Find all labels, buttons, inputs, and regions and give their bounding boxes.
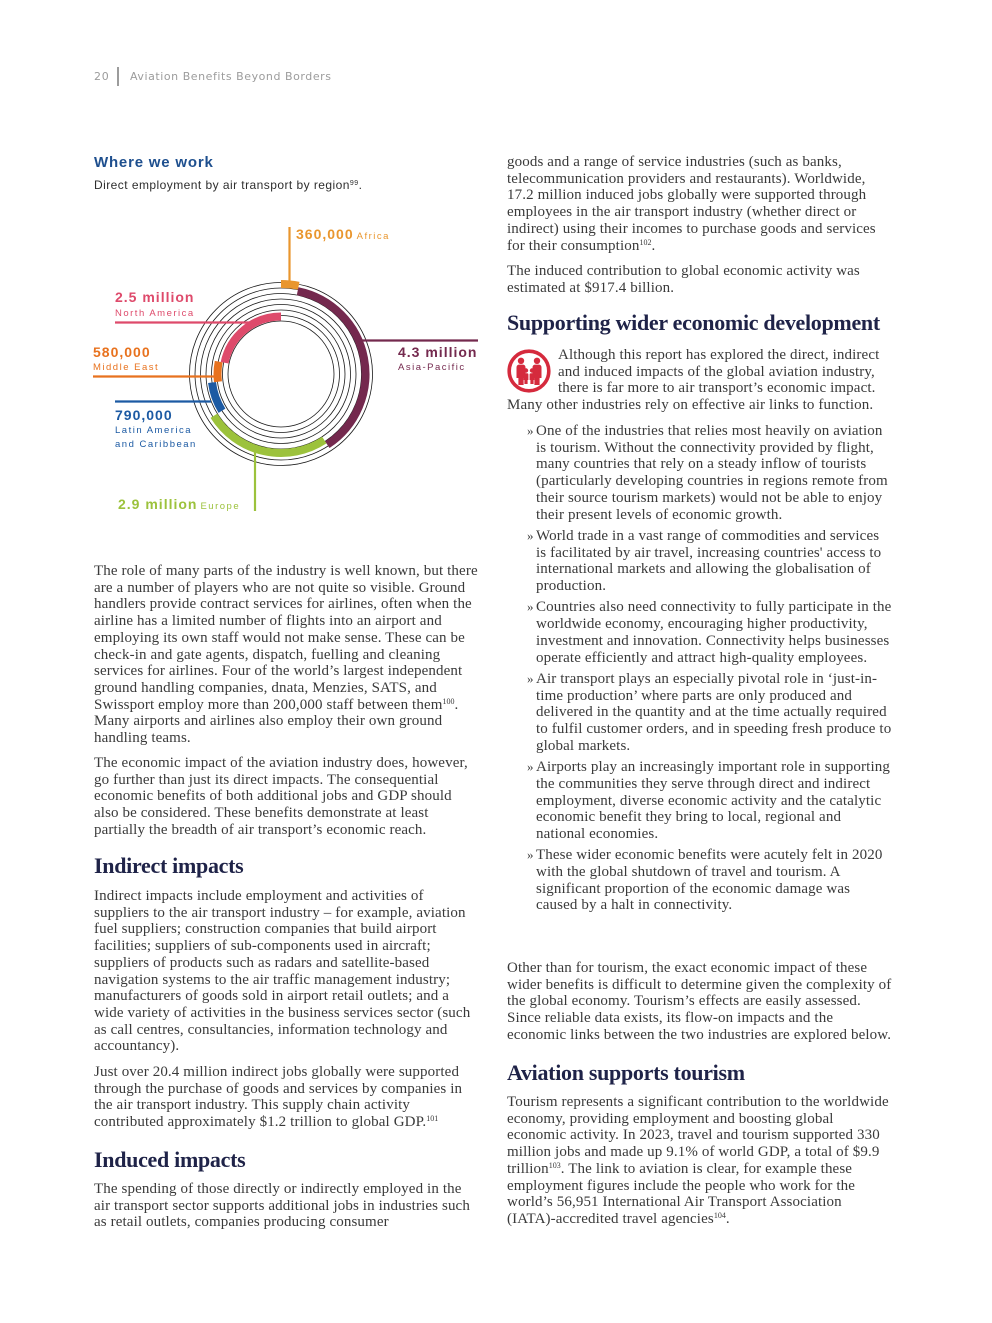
- bullet-item: [527, 759, 893, 843]
- document-title: Aviation Benefits Beyond Borders: [130, 70, 332, 83]
- paragraph-text: Just over 20.4 million indirect jobs globally were supported through the purchase of goods and services by companies in the air transport industry. This supply chain activity contributed approximately $1.2 trillion to global GDP.: [94, 1064, 463, 1131]
- paragraph-text: Tourism represents a significant contribution to the worldwide economy, providing employment and boosting global economic activity. In 2023, travel and tourism supported 330 million jobs and made up 9.1% of world GDP, a total of $9.9 trillion: [507, 1094, 889, 1177]
- chart-subtitle-end: .: [358, 178, 363, 192]
- middle-east-value: 580,000: [93, 344, 151, 360]
- bullet-text: Airports play an increasingly important role in supporting the communities they serve through direct and indirect employment, diverse economic activity and the catalytic economic benefit they bring to local, regional and national economies.: [536, 759, 890, 842]
- bullet-glyph: »: [527, 759, 534, 775]
- asia-pacific-region: Asia-Pacific: [398, 362, 466, 373]
- bullet-text: World trade in a vast range of commodities and services is facilitated by air travel, increasing countries' access to international markets and allowing the globalisation of production.: [536, 527, 882, 595]
- bullet-glyph: »: [527, 423, 534, 438]
- heading-induced-impacts: Induced impacts: [94, 1147, 246, 1172]
- bullet-item: [527, 599, 893, 666]
- paragraph-text-tail: . Many airports and airlines also employ their own ground handling teams.: [94, 696, 459, 747]
- chart-ring: [228, 321, 334, 427]
- europe-region: Europe: [200, 501, 241, 512]
- bullet-text: One of the industries that relies most heavily on aviation is tourism. Without the connectivity provided by flight, many countries that rely on a steady inflow of tourists (particularly developing countries in regions remote from their source tourism markets) would not be able to enjoy their present levels of economic growth.: [536, 423, 888, 523]
- bullet-text: These wider economic benefits were acutely felt in 2020 with the global shutdown of travel and tourism. A significant proportion of the economic damage was caused by a halt in connectivity.: [536, 847, 883, 914]
- bullet-item: [527, 528, 893, 595]
- paragraph-indirect-jobs: [94, 1064, 480, 1131]
- bullet-glyph: »: [527, 847, 534, 863]
- paragraph-text: goods and a range of service industries (such as banks, telecommunication providers and restaurants). Worldwide, 17.2 million induced jobs globally were supported through employees in the air transport industry (whether direct or indirect) using their incomes to purchase goods and services for their consumption: [507, 154, 876, 254]
- europe-value: 2.9 million: [118, 496, 198, 512]
- chart-ring: [217, 310, 345, 438]
- africa-value: 360,000: [296, 226, 354, 242]
- bullet-glyph: »: [527, 670, 534, 686]
- bullet-item: [527, 671, 893, 755]
- chart-subtitle: [94, 178, 362, 193]
- footnote-ref: 104: [713, 1210, 726, 1220]
- footnote-ref: 101: [426, 1114, 439, 1124]
- paragraph-tourism-contribution: [507, 1094, 893, 1228]
- footnote-ref: 99: [349, 180, 359, 187]
- footnote-ref: 103: [548, 1160, 561, 1170]
- intro-paragraph: [507, 347, 893, 414]
- arc-africa: [281, 284, 299, 286]
- bullet-glyph: »: [527, 599, 534, 615]
- chart-arcs: [212, 284, 365, 453]
- africa-region: Africa: [356, 231, 390, 242]
- paragraph-text-tail: .: [651, 237, 656, 254]
- latin-america-value: 790,000: [115, 407, 173, 423]
- paragraph-induced-impacts: The spending of those directly or indirectly employed in the air transport sector supports additional jobs in industries such as retail outlets, companies producing consumer: [94, 1181, 470, 1231]
- heading-wider-economic-development: Supporting wider economic development: [507, 310, 880, 335]
- footnote-ref: 102: [639, 237, 652, 247]
- europe-label: [118, 496, 240, 515]
- bullet-glyph: »: [527, 527, 534, 543]
- africa-label: [296, 226, 390, 245]
- paragraph-ground-handlers: [94, 563, 480, 747]
- chart-heading: Where we work: [94, 154, 214, 171]
- paragraph-tourism-effects: Other than for tourism, the exact economic impact of these wider benefits is difficult to determine given the complexity of the global economy. Tourism’s effects are easily assessed. Since reliable data exists, its flow-on impacts and the economic links between the two industries are explored below.: [507, 960, 892, 1043]
- bullet-text: Air transport plays an especially pivotal role in ‘just-in-time production’ where parts are only produced and delivered in the quantity and at the time actually required to fulfil customer orders, and in speeding fresh produce to global markets.: [536, 670, 892, 754]
- paragraph-induced-jobs: [507, 154, 893, 254]
- bullet-item: [527, 423, 893, 523]
- paragraph-text-mid: . The link to aviation is clear, for example these employment figures include the people who work for the world’s 56,951 International Air Transport Association (IATA)-accredited travel agencies: [507, 1160, 856, 1227]
- north-america-region: North America: [115, 308, 195, 319]
- bullet-text: Countries also need connectivity to fully participate in the worldwide economy, encouraging higher productivity, investment and innovation. Connectivity helps businesses operate efficiently and attract high-quality employees.: [536, 599, 892, 666]
- paragraph-text-tail: .: [725, 1210, 730, 1227]
- benefits-bullet-list: [527, 423, 893, 919]
- family-icon: [507, 349, 551, 393]
- paragraph-indirect-impacts: Indirect impacts include employment and activities of suppliers to the air transport industry – for example, aviation fuel suppliers; construction companies that build airport facilities; suppliers of sub-components used in aircraft; suppliers of products such as radars and satellite-based navigation systems to the air traffic management industry; manufacturers of goods sold in airport retail outlets; and a wide variety of activities in the business services sector (such as call centres, consultancies, information technology and accountancy).: [94, 888, 471, 1055]
- heading-indirect-impacts: Indirect impacts: [94, 853, 244, 878]
- chart-ring: [212, 305, 351, 444]
- latin-america-region-line-1: Latin America: [115, 425, 193, 436]
- arc-middle-east: [217, 362, 218, 382]
- bullet-item: [527, 847, 893, 914]
- latin-america-region-line-2: and Caribbean: [115, 439, 197, 450]
- middle-east-region: Middle East: [93, 362, 160, 373]
- paragraph-economic-impact: The economic impact of the aviation industry does, however, go further than just its direct impacts. The consequential economic benefits of both additional jobs and GDP should also be considered. These benefits demonstrate at least partially the breadth of air transport’s economic reach.: [94, 755, 468, 838]
- paragraph-text: The role of many parts of the industry is well known, but there are a number of players who are not quite so visible. Ground handlers provide contract services for airlines, often when the airline has a limited number of flights into an airport and employing its own staff would not make sense. These can be check-in and gate agents, dispatch, fuelling and cleaning services for airlines. Four of the world’s largest independent ground handling companies, dnata, Menzies, SATS, and Swissport employ more than 200,000 staff between them: [94, 563, 478, 713]
- header-divider: [117, 67, 119, 86]
- page-number: 20: [94, 70, 110, 83]
- intro-text: Although this report has explored the direct, indirect and induced impacts of the global aviation industry, there is far more to air transport’s economic impact. Many other industries rely on effective air links to function.: [507, 347, 880, 414]
- asia-pacific-value: 4.3 million: [398, 344, 478, 360]
- footnote-ref: 100: [442, 696, 455, 706]
- paragraph-induced-contribution: The induced contribution to global economic activity was estimated at $917.4 billion.: [507, 263, 860, 296]
- heading-aviation-supports-tourism: Aviation supports tourism: [507, 1060, 745, 1085]
- north-america-value: 2.5 million: [115, 289, 195, 305]
- chart-subtitle-text: Direct employment by air transport by region: [94, 178, 350, 192]
